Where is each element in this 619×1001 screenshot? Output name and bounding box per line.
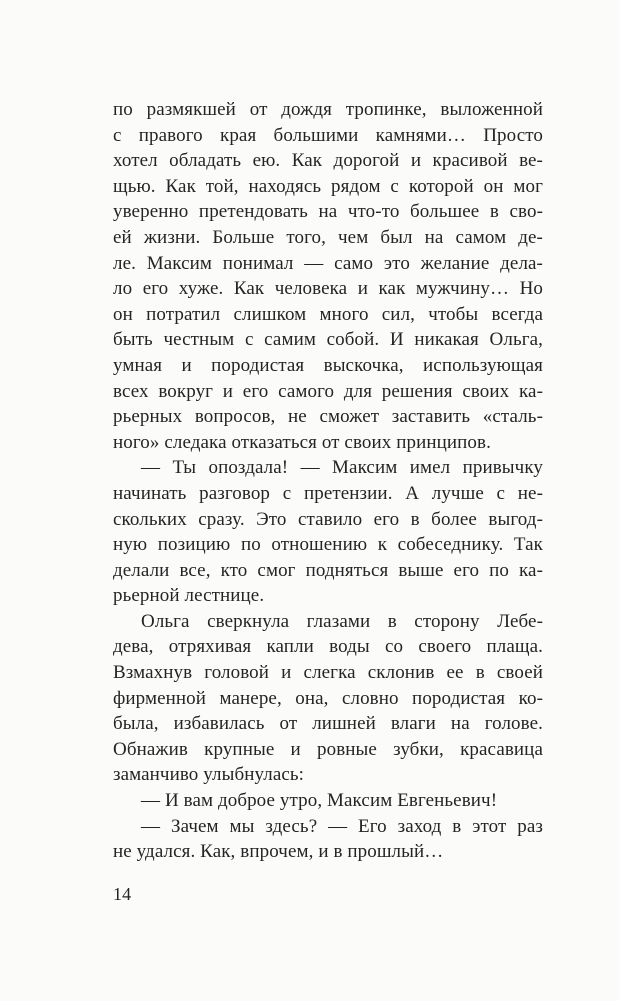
text-line: ную позицию по отношению к собеседнику. Так — [113, 534, 543, 556]
text-line: начинать разговор с претензии. А лучше с не- — [113, 482, 543, 504]
text-line: была, избавилась от лишней влаги на голове. — [113, 713, 543, 735]
text-line: он потратил слишком много сил, чтобы всегда — [113, 303, 543, 325]
text-line: делали все, кто смог подняться выше его по ка- — [113, 559, 543, 581]
paragraph — [113, 97, 543, 455]
text-line: Ольга сверкнула глазами в сторону Лебе- — [141, 610, 543, 632]
text-line: — Ты опоздала! — Максим имел привычку — [141, 457, 543, 479]
text-line: рьерных вопросов, не сможет заставить «сталь- — [113, 406, 543, 428]
text-line: — Зачем мы здесь? — Его заход в этот раз — [141, 815, 543, 837]
paragraph — [113, 788, 543, 814]
text-line: фирменной манере, она, словно породистая ко- — [113, 687, 543, 709]
text-block — [113, 97, 543, 905]
text-line: не удался. Как, впрочем, и в прошлый… — [113, 841, 444, 863]
text-line: хотел обладать ею. Как дорогой и красивой ве- — [113, 150, 543, 172]
text-line: Обнажив крупные и ровные зубки, красавица — [113, 738, 543, 760]
text-line: — И вам доброе утро, Максим Евгеньевич! — [141, 790, 498, 812]
page-number: 14 — [113, 883, 132, 904]
text-line: рьерной лестнице. — [113, 585, 265, 607]
text-line: ей жизни. Больше того, чем был на самом де- — [113, 226, 543, 248]
text-line: ле. Максим понимал — само это желание дела- — [113, 252, 543, 274]
paragraph — [113, 455, 543, 609]
text-line: уверенно претендовать на что-то большее в сво- — [113, 201, 543, 223]
text-line: ного» следака отказаться от своих принципов. — [113, 431, 491, 453]
text-line: дева, отряхивая капли воды со своего плаща. — [113, 636, 543, 658]
text-line: по размякшей от дождя тропинке, выложенной — [113, 99, 543, 120]
text-line: с правого края большими камнями… Просто — [113, 124, 543, 146]
paragraph — [113, 609, 543, 788]
text-line: щью. Как той, находясь рядом с которой он мог — [113, 175, 543, 197]
text-line: быть честным с самим собой. И никакая Ольга, — [113, 329, 543, 351]
text-line: заманчиво улыбнулась: — [113, 764, 305, 786]
text-line: ло его хуже. Как человека и как мужчину… Но — [113, 278, 543, 300]
text-line: Взмахнув головой и слегка склонив ее в своей — [113, 662, 543, 684]
text-line: всех вокруг и его самого для решения своих ка- — [113, 380, 543, 402]
text-line: умная и породистая выскочка, использующая — [113, 354, 543, 376]
paragraph — [113, 814, 543, 865]
text-line: скольких сразу. Это ставило его в более выгод- — [113, 508, 543, 530]
